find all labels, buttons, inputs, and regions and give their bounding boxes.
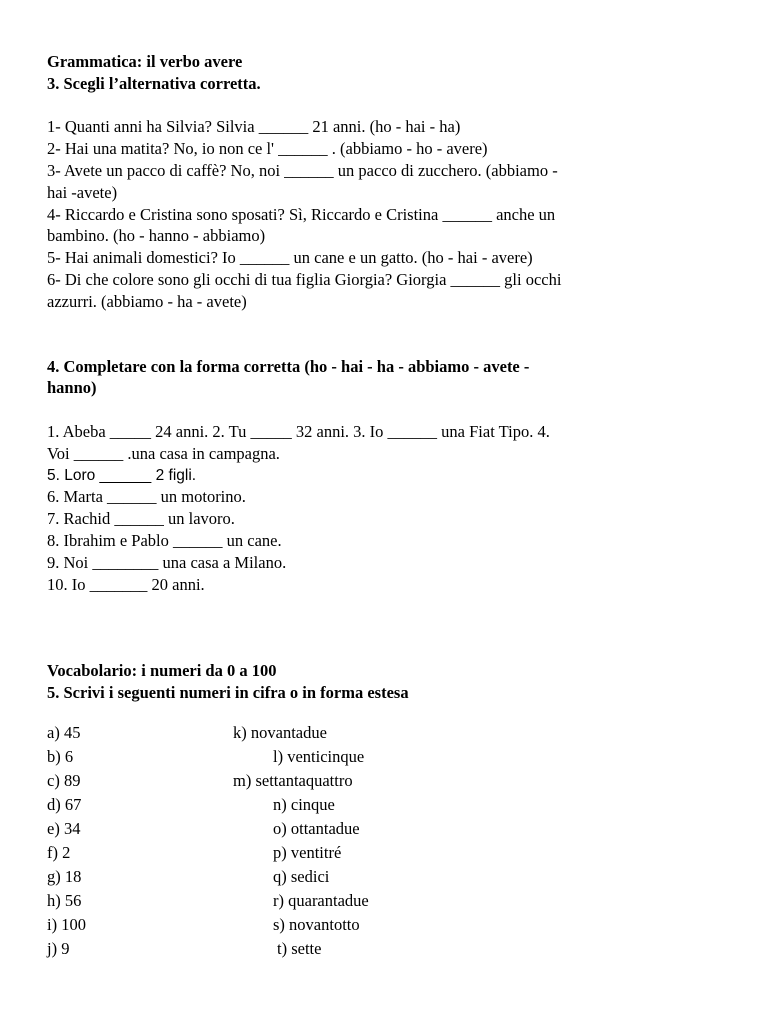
spacer <box>47 313 707 356</box>
vocab-row <box>47 865 707 889</box>
vocab-row <box>47 841 707 865</box>
vocab-number-digit: a) 45 <box>47 722 81 742</box>
exercise-4-line: Voi ______ .una casa in campagna. <box>47 443 280 463</box>
section-title-grammatica: Grammatica: il verbo avere <box>47 52 243 71</box>
worksheet-page <box>47 51 707 961</box>
vocab-number-word: k) novantadue <box>233 722 327 742</box>
vocab-number-word: t) sette <box>277 938 322 958</box>
exercise-3-line: 1- Quanti anni ha Silvia? Silvia ______ 21 anni. (ho - hai - ha) <box>47 117 461 137</box>
exercise-4-line: 1. Abeba _____ 24 anni. 2. Tu _____ 32 anni. 3. Io ______ una Fiat Tipo. 4. <box>47 421 550 441</box>
vocab-number-digit: f) 2 <box>47 842 71 862</box>
vocab-row <box>47 745 707 769</box>
vocab-row <box>47 913 707 937</box>
vocab-row <box>47 937 707 961</box>
exercise-4-line: 9. Noi ________ una casa a Milano. <box>47 552 287 572</box>
vocab-number-digit: i) 100 <box>47 914 86 934</box>
section-title-vocabolario: Vocabolario: i numeri da 0 a 100 <box>47 661 277 681</box>
spacer <box>47 595 707 660</box>
vocab-number-digit: b) 6 <box>47 746 74 766</box>
exercise-4-heading: 4. Completare con la forma corretta (ho - hai - ha - abbiamo - avete - <box>47 356 530 376</box>
exercise-4-heading-cont: hanno) <box>47 378 97 398</box>
vocab-number-word: s) novantotto <box>273 914 360 934</box>
exercise-3-line: 4- Riccardo e Cristina sono sposati? Sì, Riccardo e Cristina ______ anche un <box>47 204 556 224</box>
vocab-number-word: l) venticinque <box>273 746 365 766</box>
exercise-5-heading: 5. Scrivi i seguenti numeri in cifra o in forma estesa <box>47 683 409 703</box>
exercise-3-line: 6- Di che colore sono gli occhi di tua figlia Giorgia? Giorgia ______ gli occhi <box>47 269 562 289</box>
vocab-number-digit: j) 9 <box>47 938 70 958</box>
exercise-3-line: bambino. (ho - hanno - abbiamo) <box>47 226 266 246</box>
vocab-number-word: n) cinque <box>273 794 335 814</box>
vocab-number-digit: d) 67 <box>47 794 82 814</box>
exercise-3-line: 5- Hai animali domestici? Io ______ un cane e un gatto. (ho - hai - avere) <box>47 248 533 268</box>
exercise-3-line: 3- Avete un pacco di caffè? No, noi ______ un pacco di zucchero. (abbiamo - <box>47 160 558 180</box>
exercise-3-heading: 3. Scegli l’alternativa corretta. <box>47 73 261 93</box>
spacer <box>47 704 707 721</box>
exercise-4-line: 10. Io _______ 20 anni. <box>47 574 205 594</box>
spacer <box>47 399 707 421</box>
exercise-4-line: 5. Loro ______ 2 figli. <box>47 466 197 484</box>
exercise-4-line: 6. Marta ______ un motorino. <box>47 487 246 507</box>
vocab-number-word: r) quarantadue <box>273 890 369 910</box>
vocab-number-digit: h) 56 <box>47 890 82 910</box>
vocab-number-word: m) settantaquattro <box>233 770 353 790</box>
vocab-row <box>47 769 707 793</box>
vocab-row <box>47 793 707 817</box>
spacer <box>47 95 707 117</box>
exercise-4-line: 8. Ibrahim e Pablo ______ un cane. <box>47 530 282 550</box>
vocab-number-word: o) ottantadue <box>273 818 360 838</box>
exercise-4-line: 7. Rachid ______ un lavoro. <box>47 509 235 529</box>
vocab-number-word: p) ventitré <box>273 842 342 862</box>
vocab-number-word: q) sedici <box>273 866 330 886</box>
vocab-row <box>47 721 707 745</box>
exercise-3-line: hai -avete) <box>47 182 118 202</box>
vocab-number-digit: e) 34 <box>47 818 81 838</box>
vocab-row <box>47 817 707 841</box>
vocab-row <box>47 889 707 913</box>
vocab-number-digit: g) 18 <box>47 866 82 886</box>
vocab-number-digit: c) 89 <box>47 770 81 790</box>
exercise-3-line: azzurri. (abbiamo - ha - avete) <box>47 291 247 311</box>
exercise-3-line: 2- Hai una matita? No, io non ce l' ______ . (abbiamo - ho - avere) <box>47 139 488 159</box>
